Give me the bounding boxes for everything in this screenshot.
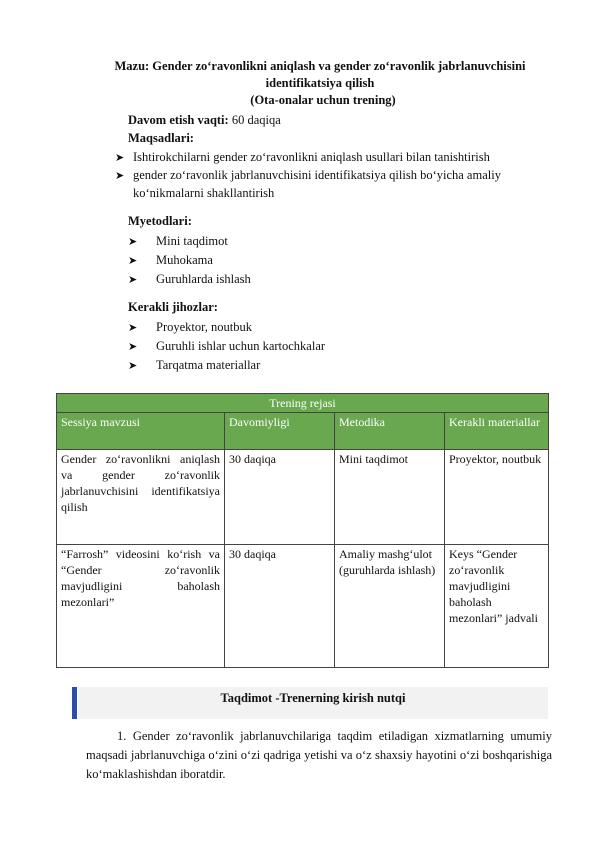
table-title-row xyxy=(57,394,549,413)
arrow-bullet-icon: ➤ xyxy=(128,322,138,334)
equipment-heading: Kerakli jihozlar: xyxy=(128,300,218,314)
table-header-row xyxy=(57,413,549,450)
goals-item-2 xyxy=(115,166,555,185)
equipment-item-1 xyxy=(128,318,252,337)
callout-heading: Taqdimot -Trenerning kirish nutqi xyxy=(220,691,406,705)
duration-value: 60 daqiqa xyxy=(228,113,281,127)
table-cell: “Farrosh” videosini ko‘rish va “Gender zo‘ravonlik mavjudligini baholash mezonlari” xyxy=(57,545,225,668)
arrow-bullet-icon: ➤ xyxy=(115,152,125,164)
equipment-item-text: Guruhli ishlar uchun kartochkalar xyxy=(156,339,326,353)
table-cell: Amaliy mashg‘ulot (guruhlarda ishlash) xyxy=(335,545,445,668)
table-cell: Gender zo‘ravonlikni aniqlash va gender zo‘ravonlik jabrlanuvchisini identifikatsiya qilish xyxy=(57,450,225,545)
methods-item-text: Guruhlarda ishlash xyxy=(156,272,251,286)
duration-line xyxy=(128,111,281,129)
table-cell: 30 daqiqa xyxy=(225,450,335,545)
goals-item-text: Ishtirokchilarni gender zo‘ravonlikni aniqlash usullari bilan tanishtirish xyxy=(133,150,490,164)
table-cell: 30 daqiqa xyxy=(225,545,335,668)
callout-accent-bar xyxy=(72,687,77,719)
table-row xyxy=(57,545,549,668)
goals-item-2-continued: ko‘nikmalarni shakllantirish xyxy=(133,186,275,200)
equipment-item-text: Proyektor, noutbuk xyxy=(156,320,253,334)
arrow-bullet-icon: ➤ xyxy=(128,236,138,248)
column-header: Metodika xyxy=(335,413,445,450)
goals-item-text: gender zo‘ravonlik jabrlanuvchisini identifikatsiya qilish bo‘yicha amaliy xyxy=(133,168,501,182)
document-title-line-1: Mazu: Gender zo‘ravonlikni aniqlash va gender zo‘ravonlik jabrlanuvchisini xyxy=(114,59,526,73)
methods-item-text: Muhokama xyxy=(156,253,213,267)
table-title: Trening rejasi xyxy=(57,394,549,413)
equipment-item-text: Tarqatma materiallar xyxy=(156,358,261,372)
goals-heading: Maqsadlari: xyxy=(128,131,194,145)
paragraph-text: 1. Gender zo‘ravonlik jabrlanuvchilariga taqdim etiladigan xizmatlarning umumiy maqsadi jabrlanuvchiga o‘zini o‘zi qadriga yetishi va o‘z shaxsiy hayotini o‘zi boshqarishiga ko‘maklashishdan iboratdir. xyxy=(86,729,552,781)
methods-item-2 xyxy=(128,251,213,270)
body-paragraph xyxy=(86,727,552,784)
document-title-line-2: identifikatsiya qilish xyxy=(265,76,375,90)
duration-label: Davom etish vaqti: xyxy=(128,113,229,127)
column-header: Kerakli materiallar xyxy=(445,413,549,450)
table-cell: Mini taqdimot xyxy=(335,450,445,545)
arrow-bullet-icon: ➤ xyxy=(128,341,138,353)
arrow-bullet-icon: ➤ xyxy=(128,360,138,372)
arrow-bullet-icon: ➤ xyxy=(115,170,125,182)
arrow-bullet-icon: ➤ xyxy=(128,274,138,286)
document-subtitle: (Ota-onalar uchun trening) xyxy=(250,93,396,107)
methods-item-text: Mini taqdimot xyxy=(156,234,228,248)
equipment-item-3 xyxy=(128,356,260,375)
methods-heading: Myetodlari: xyxy=(128,214,192,228)
column-header: Davomiyligi xyxy=(225,413,335,450)
arrow-bullet-icon: ➤ xyxy=(128,255,138,267)
table-cell: Keys “Gender zo‘ravonlik mavjudligini baholash mezonlari” jadvali xyxy=(445,545,549,668)
equipment-item-2 xyxy=(128,337,325,356)
methods-item-1 xyxy=(128,232,228,251)
table-row xyxy=(57,450,549,545)
training-plan-table xyxy=(56,393,549,668)
table-cell: Proyektor, noutbuk xyxy=(445,450,549,545)
methods-item-3 xyxy=(128,270,251,289)
goals-item-1 xyxy=(115,148,490,167)
column-header: Sessiya mavzusi xyxy=(57,413,225,450)
